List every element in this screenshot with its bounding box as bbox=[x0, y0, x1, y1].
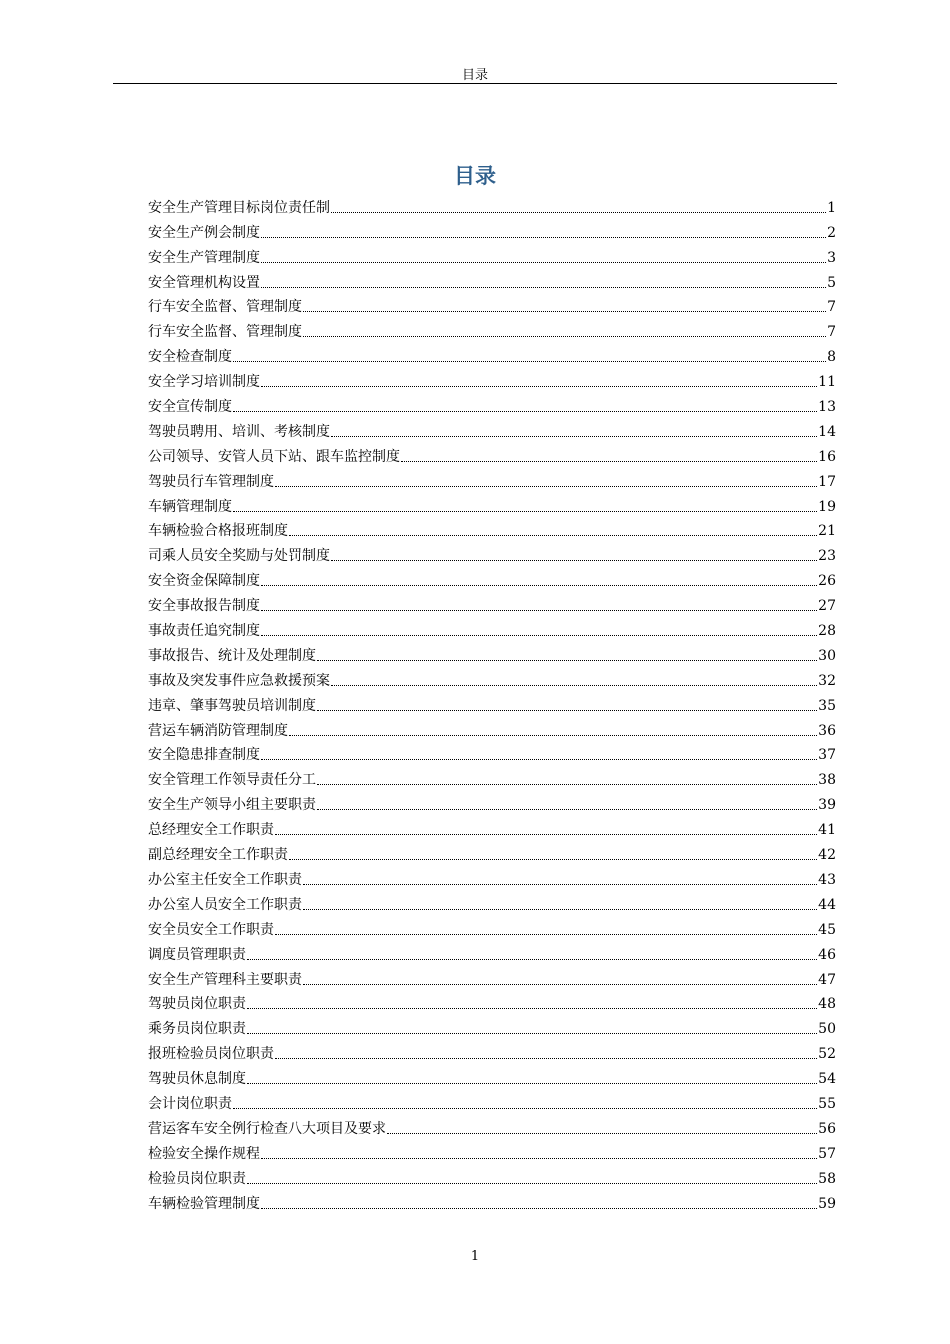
toc-entry-page: 54 bbox=[818, 1071, 836, 1088]
toc-entry[interactable] bbox=[148, 441, 836, 466]
toc-entry-page: 16 bbox=[818, 448, 836, 465]
toc-entry[interactable] bbox=[148, 889, 836, 914]
toc-entry-label: 副总经理安全工作职责 bbox=[148, 847, 288, 864]
toc-entry[interactable] bbox=[148, 491, 836, 516]
toc-entry-page: 26 bbox=[818, 573, 836, 590]
toc-dot-leader bbox=[303, 984, 817, 985]
toc-entry-label: 检验员岗位职责 bbox=[148, 1170, 246, 1187]
toc-entry[interactable] bbox=[148, 814, 836, 839]
toc-dot-leader bbox=[261, 237, 826, 238]
toc-entry[interactable] bbox=[148, 540, 836, 565]
toc-entry-page: 27 bbox=[818, 598, 836, 615]
toc-entry-label: 事故及突发事件应急救援预案 bbox=[148, 672, 330, 689]
toc-entry-label: 行车安全监督、管理制度 bbox=[148, 324, 302, 341]
toc-entry[interactable] bbox=[148, 1088, 836, 1113]
toc-entry-label: 公司领导、安管人员下站、跟车监控制度 bbox=[148, 448, 400, 465]
toc-dot-leader bbox=[261, 287, 826, 288]
toc-dot-leader bbox=[233, 411, 817, 412]
toc-dot-leader bbox=[275, 834, 817, 835]
toc-entry-label: 安全生产管理目标岗位责任制 bbox=[148, 199, 330, 216]
toc-entry[interactable] bbox=[148, 864, 836, 889]
toc-dot-leader bbox=[275, 934, 817, 935]
toc-entry[interactable] bbox=[148, 416, 836, 441]
toc-entry-page: 1 bbox=[827, 199, 836, 216]
toc-entry-page: 42 bbox=[818, 847, 836, 864]
toc-dot-leader bbox=[261, 262, 826, 263]
toc-entry-label: 安全员安全工作职责 bbox=[148, 921, 274, 938]
toc-entry[interactable] bbox=[148, 989, 836, 1014]
toc-entry-label: 事故责任追究制度 bbox=[148, 623, 260, 640]
toc-dot-leader bbox=[331, 436, 817, 437]
toc-entry-label: 车辆检验合格报班制度 bbox=[148, 523, 288, 540]
toc-dot-leader bbox=[303, 336, 826, 337]
toc-entry-page: 52 bbox=[818, 1046, 836, 1063]
toc-entry-label: 驾驶员聘用、培训、考核制度 bbox=[148, 423, 330, 440]
toc-dot-leader bbox=[317, 710, 817, 711]
toc-entry[interactable] bbox=[148, 565, 836, 590]
toc-dot-leader bbox=[233, 511, 817, 512]
page-header: 目录 bbox=[461, 68, 488, 83]
toc-dot-leader bbox=[331, 212, 826, 213]
toc-entry-page: 57 bbox=[818, 1145, 836, 1162]
toc-entry-page: 59 bbox=[818, 1195, 836, 1212]
toc-dot-leader bbox=[289, 535, 817, 536]
toc-entry-label: 调度员管理职责 bbox=[148, 946, 246, 963]
toc-entry-page: 23 bbox=[818, 548, 836, 565]
toc-dot-leader bbox=[401, 461, 817, 462]
toc-entry-page: 35 bbox=[818, 697, 836, 714]
toc-entry-page: 30 bbox=[818, 647, 836, 664]
toc-dot-leader bbox=[317, 809, 817, 810]
toc-dot-leader bbox=[247, 1033, 817, 1034]
toc-entry-page: 32 bbox=[818, 672, 836, 689]
toc-dot-leader bbox=[317, 784, 817, 785]
toc-entry-page: 48 bbox=[818, 996, 836, 1013]
toc-dot-leader bbox=[289, 735, 817, 736]
toc-entry-label: 驾驶员休息制度 bbox=[148, 1071, 246, 1088]
toc-entry-label: 安全检查制度 bbox=[148, 349, 232, 366]
toc-dot-leader bbox=[387, 1133, 817, 1134]
toc-entry[interactable] bbox=[148, 1163, 836, 1188]
toc-dot-leader bbox=[331, 685, 817, 686]
toc-entry-label: 安全管理机构设置 bbox=[148, 274, 260, 291]
toc-entry[interactable] bbox=[148, 1138, 836, 1163]
toc-entry[interactable] bbox=[148, 366, 836, 391]
toc-entry-label: 办公室人员安全工作职责 bbox=[148, 896, 302, 913]
toc-dot-leader bbox=[289, 859, 817, 860]
toc-entry-label: 办公室主任安全工作职责 bbox=[148, 871, 302, 888]
toc-entry-page: 3 bbox=[827, 249, 836, 266]
toc-entry[interactable] bbox=[148, 764, 836, 789]
toc-entry-page: 2 bbox=[827, 224, 836, 241]
toc-entry-page: 7 bbox=[827, 299, 836, 316]
toc-entry-page: 7 bbox=[827, 324, 836, 341]
toc-dot-leader bbox=[261, 635, 817, 636]
toc-entry-label: 报班检验员岗位职责 bbox=[148, 1046, 274, 1063]
toc-entry-page: 36 bbox=[818, 722, 836, 739]
toc-dot-leader bbox=[331, 560, 817, 561]
toc-entry[interactable] bbox=[148, 740, 836, 765]
toc-entry[interactable] bbox=[148, 217, 836, 242]
toc-entry-label: 会计岗位职责 bbox=[148, 1095, 232, 1112]
toc-entry[interactable] bbox=[148, 640, 836, 665]
toc-entry-page: 41 bbox=[818, 822, 836, 839]
toc-entry-label: 营运车辆消防管理制度 bbox=[148, 722, 288, 739]
toc-entry-label: 乘务员岗位职责 bbox=[148, 1021, 246, 1038]
page-number: 1 bbox=[470, 1249, 480, 1264]
toc-dot-leader bbox=[303, 884, 817, 885]
toc-list bbox=[148, 192, 836, 1213]
toc-entry-page: 50 bbox=[818, 1021, 836, 1038]
toc-entry[interactable] bbox=[148, 1013, 836, 1038]
toc-entry-label: 车辆检验管理制度 bbox=[148, 1195, 260, 1212]
toc-entry[interactable] bbox=[148, 242, 836, 267]
toc-entry-label: 安全生产例会制度 bbox=[148, 224, 260, 241]
toc-entry-page: 58 bbox=[818, 1170, 836, 1187]
toc-dot-leader bbox=[275, 1058, 817, 1059]
toc-entry[interactable] bbox=[148, 1038, 836, 1063]
toc-entry-page: 17 bbox=[818, 473, 836, 490]
toc-dot-leader bbox=[233, 361, 826, 362]
toc-entry-label: 总经理安全工作职责 bbox=[148, 822, 274, 839]
toc-entry-label: 安全事故报告制度 bbox=[148, 598, 260, 615]
toc-entry-page: 13 bbox=[818, 399, 836, 416]
toc-dot-leader bbox=[247, 959, 817, 960]
toc-dot-leader bbox=[247, 1008, 817, 1009]
toc-entry-label: 营运客车安全例行检查八大项目及要求 bbox=[148, 1120, 386, 1137]
header-rule bbox=[113, 83, 837, 84]
toc-entry-page: 39 bbox=[818, 797, 836, 814]
toc-dot-leader bbox=[247, 1083, 817, 1084]
toc-dot-leader bbox=[261, 1158, 817, 1159]
toc-entry-page: 37 bbox=[818, 747, 836, 764]
toc-entry-page: 19 bbox=[818, 498, 836, 515]
toc-entry-page: 28 bbox=[818, 623, 836, 640]
toc-entry[interactable] bbox=[148, 615, 836, 640]
toc-entry-label: 安全管理工作领导责任分工 bbox=[148, 772, 316, 789]
toc-entry-page: 5 bbox=[827, 274, 836, 291]
toc-entry[interactable] bbox=[148, 292, 836, 317]
toc-entry-page: 8 bbox=[827, 349, 836, 366]
toc-dot-leader bbox=[275, 486, 817, 487]
toc-entry[interactable] bbox=[148, 192, 836, 217]
toc-entry-page: 11 bbox=[818, 374, 836, 391]
toc-entry[interactable] bbox=[148, 690, 836, 715]
toc-entry[interactable] bbox=[148, 391, 836, 416]
toc-entry[interactable] bbox=[148, 1113, 836, 1138]
toc-dot-leader bbox=[247, 1183, 817, 1184]
toc-entry-label: 事故报告、统计及处理制度 bbox=[148, 647, 316, 664]
toc-entry[interactable] bbox=[148, 590, 836, 615]
toc-entry[interactable] bbox=[148, 939, 836, 964]
toc-title: 目录 bbox=[454, 164, 496, 188]
toc-entry[interactable] bbox=[148, 914, 836, 939]
toc-entry[interactable] bbox=[148, 715, 836, 740]
toc-entry-label: 安全学习培训制度 bbox=[148, 374, 260, 391]
toc-entry[interactable] bbox=[148, 964, 836, 989]
toc-entry-page: 21 bbox=[818, 523, 836, 540]
toc-entry[interactable] bbox=[148, 267, 836, 292]
toc-entry[interactable] bbox=[148, 1063, 836, 1088]
toc-entry-label: 安全生产领导小组主要职责 bbox=[148, 797, 316, 814]
toc-entry-page: 46 bbox=[818, 946, 836, 963]
toc-entry[interactable] bbox=[148, 341, 836, 366]
toc-dot-leader bbox=[261, 610, 817, 611]
toc-entry-page: 14 bbox=[818, 423, 836, 440]
toc-entry-label: 安全生产管理制度 bbox=[148, 249, 260, 266]
toc-entry-page: 43 bbox=[818, 871, 836, 888]
toc-entry-label: 安全宣传制度 bbox=[148, 399, 232, 416]
toc-entry-label: 安全生产管理科主要职责 bbox=[148, 971, 302, 988]
toc-entry-label: 安全隐患排查制度 bbox=[148, 747, 260, 764]
toc-entry-page: 38 bbox=[818, 772, 836, 789]
toc-entry[interactable] bbox=[148, 1188, 836, 1213]
toc-entry[interactable] bbox=[148, 466, 836, 491]
toc-entry-page: 55 bbox=[818, 1095, 836, 1112]
toc-dot-leader bbox=[261, 585, 817, 586]
toc-entry-page: 44 bbox=[818, 896, 836, 913]
toc-entry-label: 行车安全监督、管理制度 bbox=[148, 299, 302, 316]
toc-entry[interactable] bbox=[148, 516, 836, 541]
toc-entry[interactable] bbox=[148, 789, 836, 814]
toc-entry[interactable] bbox=[148, 316, 836, 341]
toc-entry-page: 56 bbox=[818, 1120, 836, 1137]
toc-dot-leader bbox=[303, 909, 817, 910]
toc-entry-label: 驾驶员行车管理制度 bbox=[148, 473, 274, 490]
toc-dot-leader bbox=[261, 759, 817, 760]
toc-entry-label: 安全资金保障制度 bbox=[148, 573, 260, 590]
toc-dot-leader bbox=[303, 311, 826, 312]
toc-entry-page: 47 bbox=[818, 971, 836, 988]
toc-entry[interactable] bbox=[148, 839, 836, 864]
toc-entry-label: 车辆管理制度 bbox=[148, 498, 232, 515]
toc-dot-leader bbox=[317, 660, 817, 661]
toc-entry-page: 45 bbox=[818, 921, 836, 938]
toc-entry-label: 检验安全操作规程 bbox=[148, 1145, 260, 1162]
toc-entry-label: 司乘人员安全奖励与处罚制度 bbox=[148, 548, 330, 565]
toc-dot-leader bbox=[233, 1108, 817, 1109]
toc-dot-leader bbox=[261, 1208, 817, 1209]
toc-dot-leader bbox=[261, 386, 817, 387]
toc-entry-label: 驾驶员岗位职责 bbox=[148, 996, 246, 1013]
toc-entry-label: 违章、肇事驾驶员培训制度 bbox=[148, 697, 316, 714]
toc-entry[interactable] bbox=[148, 665, 836, 690]
